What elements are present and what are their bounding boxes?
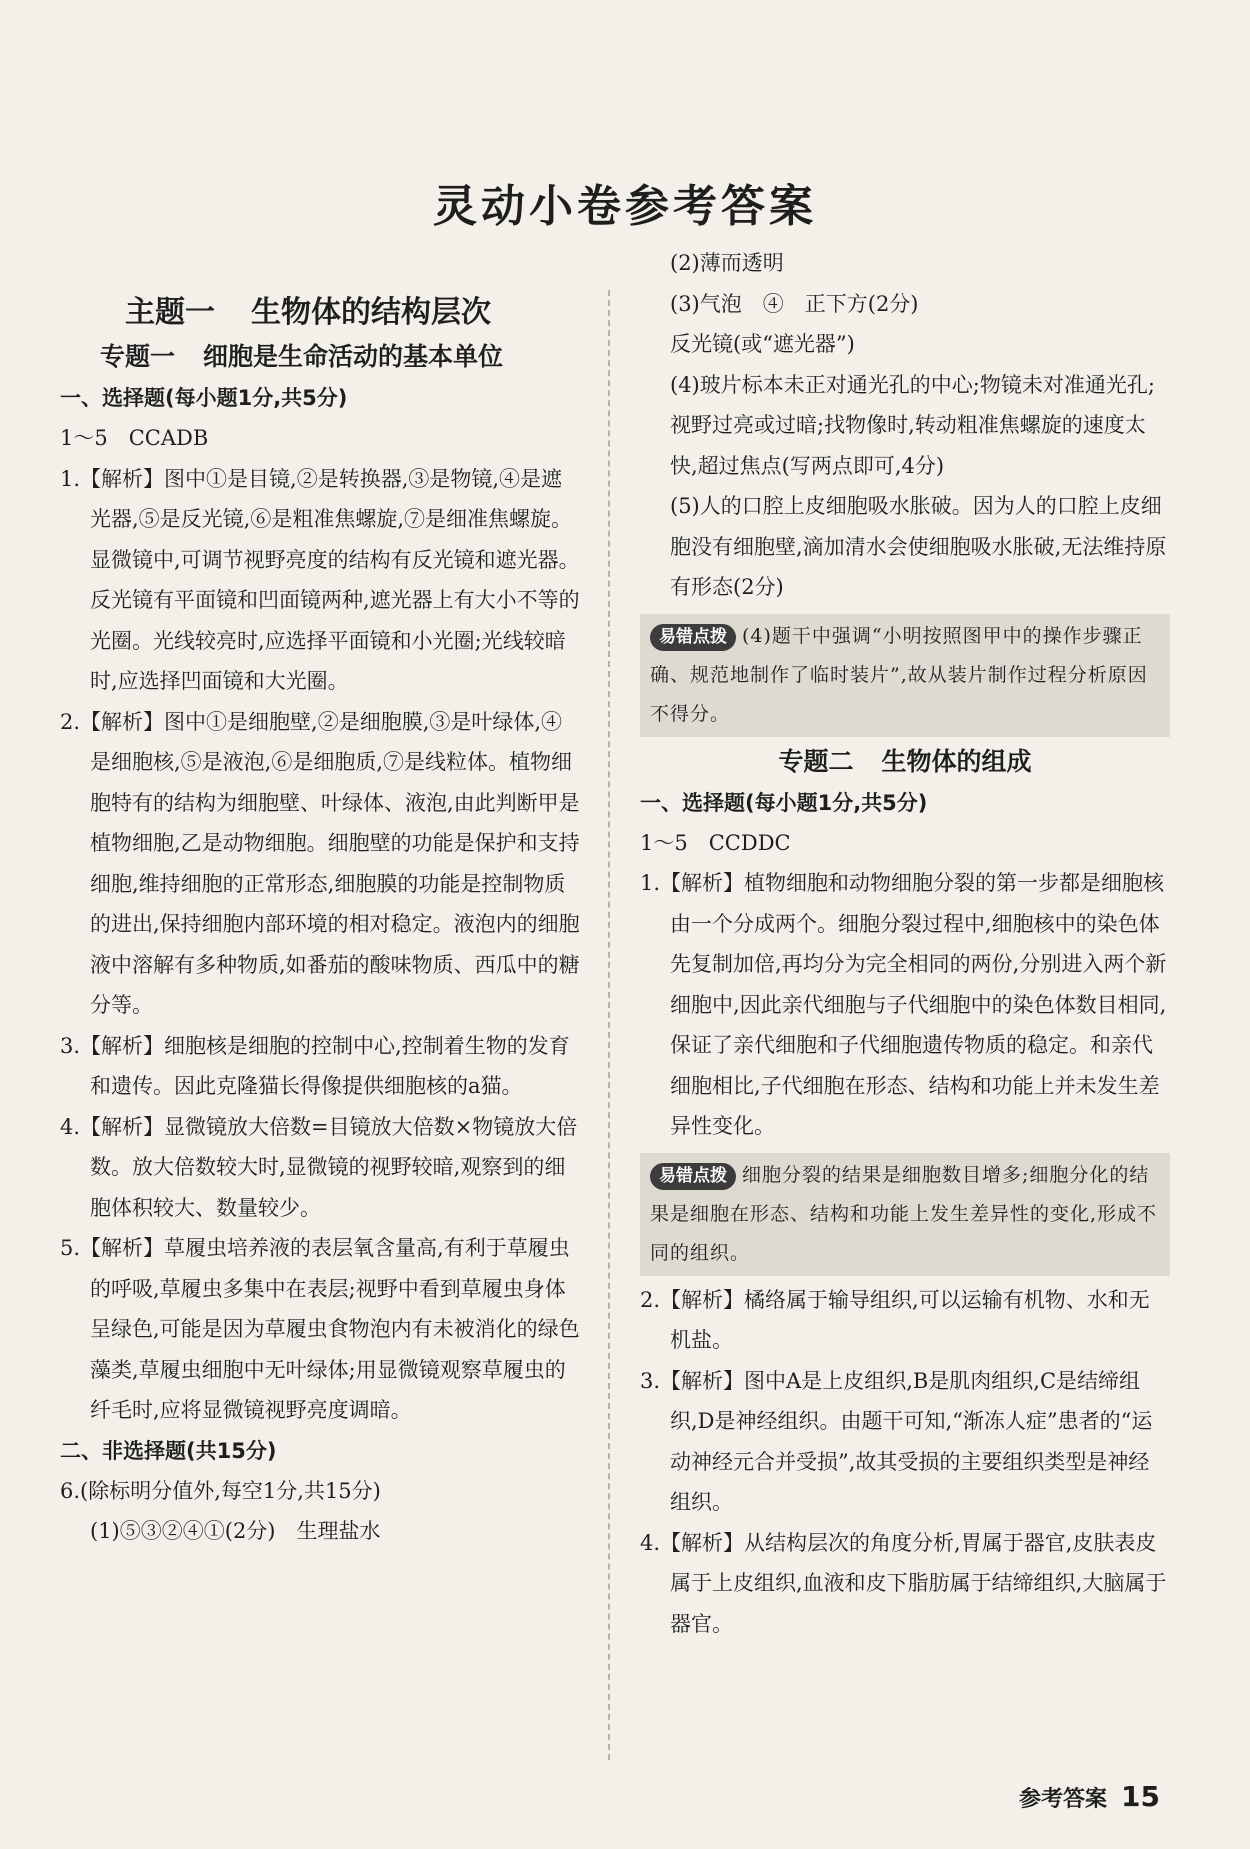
answer-line: (1)⑤③②④①(2分) 生理盐水 — [90, 1519, 381, 1543]
analysis-item: 5.【解析】草履虫培养液的表层氧含量高,有利于草履虫的呼吸,草履虫多集中在表层;视野中看到草履虫身体呈绿色,可能是因为草履虫食物泡内有未被消化的绿色藻类,草履虫细胞中无叶绿体;用显微镜观察草履虫的纤毛时,应将显微镜视野亮度调暗。 — [60, 1236, 580, 1422]
page-title: 灵动小卷参考答案 — [433, 181, 817, 232]
error-tip-box — [640, 1153, 1170, 1276]
subtopic-heading — [640, 741, 1170, 783]
page-footer — [1019, 1780, 1160, 1813]
answer-key: 1～5 CCADB — [60, 426, 209, 450]
left-column — [60, 290, 580, 1552]
analysis-item: 2.【解析】图中①是细胞壁,②是细胞膜,③是叶绿体,④是细胞核,⑤是液泡,⑥是细胞质,⑦是线粒体。植物细胞特有的结构为细胞壁、叶绿体、液泡,由此判断甲是植物细胞,乙是动物细胞。细胞壁的功能是保护和支持细胞,维持细胞的正常形态,细胞膜的功能是控制物质的进出,保持细胞内部环境的相对稳定。液泡内的细胞液中溶解有多种物质,如番茄的酸味物质、西瓜中的糖分等。 — [60, 709, 580, 1017]
error-tip-text: (4)题干中强调“小明按照图甲中的操作步骤正确、规范地制作了临时装片”,故从装片制作过程分析原因不得分。 — [650, 624, 1148, 725]
topic-number: 主题一 — [125, 295, 215, 330]
answer-line: (4)玻片标本未正对通光孔的中心;物镜未对准通光孔;视野过亮或过暗;找物像时,转动粗准焦螺旋的速度太快,超过焦点(写两点即可,4分) — [670, 372, 1155, 478]
column-divider — [608, 290, 610, 1760]
analysis-item: 2.【解析】橘络属于输导组织,可以运输有机物、水和无机盐。 — [640, 1287, 1150, 1352]
section-heading: 二、非选择题(共15分) — [60, 1438, 277, 1463]
subtopic-name: 生物体的组成 — [881, 746, 1032, 776]
question-header: 6.(除标明分值外,每空1分,共15分) — [60, 1478, 381, 1503]
subtopic-name: 细胞是生命活动的基本单位 — [203, 342, 504, 371]
analysis-item: 4.【解析】显微镜放大倍数=目镜放大倍数×物镜放大倍数。放大倍数较大时,显微镜的视野较暗,观察到的细胞体积较大、数量较少。 — [60, 1114, 578, 1220]
answer-line: (5)人的口腔上皮细胞吸水胀破。因为人的口腔上皮细胞没有细胞壁,滴加清水会使细胞吸水胀破,无法维持原有形态(2分) — [670, 494, 1167, 599]
subtopic-number: 专题一 — [100, 342, 176, 371]
answer-line: 反光镜(或“遮光器”) — [670, 332, 855, 356]
topic-heading — [125, 290, 580, 336]
section-heading: 一、选择题(每小题1分,共5分) — [640, 790, 928, 815]
analysis-item: 3.【解析】细胞核是细胞的控制中心,控制着生物的发育和遗传。因此克隆猫长得像提供细胞核的a猫。 — [60, 1033, 570, 1098]
page-number: 15 — [1121, 1780, 1160, 1813]
error-tip-tag: 易错点拨 — [650, 1163, 736, 1190]
error-tip-text: 细胞分裂的结果是细胞数目增多;细胞分化的结果是细胞在形态、结构和功能上发生差异性的变化,形成不同的组织。 — [650, 1163, 1158, 1264]
section-heading: 一、选择题(每小题1分,共5分) — [60, 386, 348, 410]
analysis-item: 4.【解析】从结构层次的角度分析,胃属于器官,皮肤表皮属于上皮组织,血液和皮下脂肪属于结缔组织,大脑属于器官。 — [640, 1530, 1167, 1636]
error-tip-tag: 易错点拨 — [650, 624, 736, 651]
topic-name: 生物体的结构层次 — [251, 295, 491, 330]
analysis-item: 1.【解析】图中①是目镜,②是转换器,③是物镜,④是遮光器,⑤是反光镜,⑥是粗准焦螺旋,⑦是细准焦螺旋。显微镜中,可调节视野亮度的结构有反光镜和遮光器。反光镜有平面镜和凹面镜两种,遮光器上有大小不等的光圈。光线较亮时,应选择平面镜和小光圈;光线较暗时,应选择凹面镜和大光圈。 — [60, 466, 580, 693]
answer-line: (2)薄而透明 — [670, 251, 784, 275]
answer-key: 1～5 CCDDC — [640, 830, 791, 855]
subtopic-heading — [100, 336, 580, 378]
analysis-item: 3.【解析】图中A是上皮组织,B是肌肉组织,C是结缔组织,D是神经组织。由题干可知,“渐冻人症”患者的“运动神经元合并受损”,故其受损的主要组织类型是神经组织。 — [640, 1368, 1153, 1514]
error-tip-box — [640, 614, 1170, 737]
answer-line: (3)气泡 ④ 正下方(2分) — [670, 291, 919, 316]
analysis-item: 1.【解析】植物细胞和动物细胞分裂的第一步都是细胞核由一个分成两个。细胞分裂过程中,细胞核中的染色体先复制加倍,再均分为完全相同的两份,分别进入两个新细胞中,因此亲代细胞与子代细胞中的染色体数目相同,保证了亲代细胞和子代细胞遗传物质的稳定。和亲代细胞相比,子代细胞在形态、结构和功能上并未发生差异性变化。 — [640, 871, 1167, 1138]
subtopic-number: 专题二 — [778, 746, 854, 776]
footer-label: 参考答案 — [1019, 1787, 1108, 1812]
right-column — [640, 243, 1170, 1644]
